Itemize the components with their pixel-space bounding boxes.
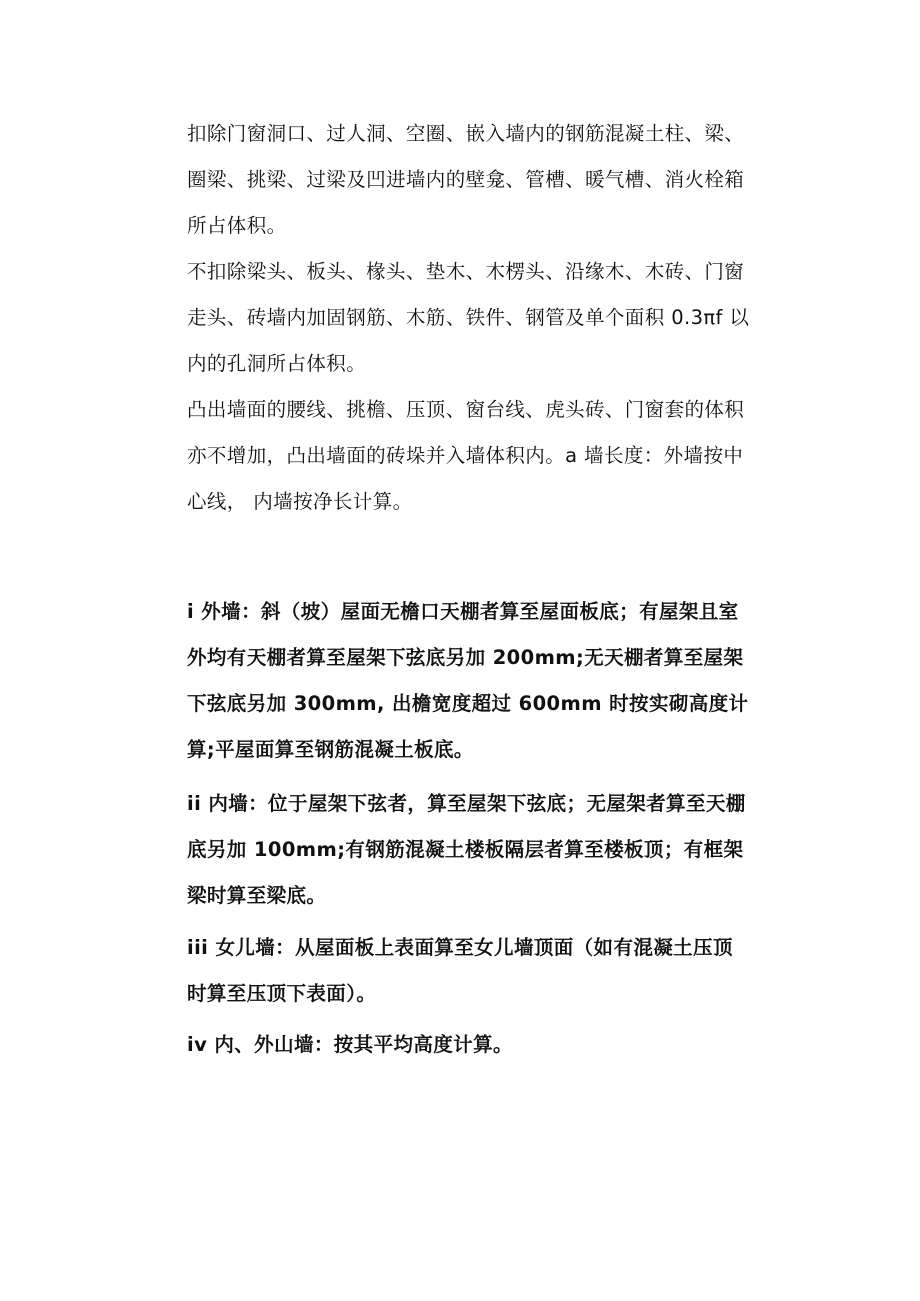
text-line: 时算至压顶下表面）。: [187, 982, 377, 1005]
item-iv-gable-wall: [187, 1022, 797, 1068]
text-line: 外均有天棚者算至屋架下弦底另加 200mm;无天棚者算至屋架: [187, 646, 744, 669]
text-line: iii 女儿墙：从屋面板上表面算至女儿墙顶面（如有混凝土压顶: [187, 936, 733, 959]
text-line: 下弦底另加 300mm, 出檐宽度超过 600mm 时按实砌高度计: [187, 692, 749, 715]
text-line: 圈梁、挑梁、过梁及凹进墙内的壁龛、管槽、暖气槽、消火栓箱: [187, 168, 745, 191]
item-iii-parapet-wall: [187, 925, 797, 1017]
paragraph-protrusions-and-wall-length: [187, 387, 797, 525]
paragraph-non-deductions: [187, 249, 797, 387]
text-line: i 外墙：斜（坡）屋面无檐口天棚者算至屋面板底；有屋架且室: [187, 600, 739, 623]
paragraph-deductions: [187, 111, 797, 249]
text-line: iv 内、外山墙：按其平均高度计算。: [187, 1033, 513, 1056]
text-line: 底另加 100mm;有钢筋混凝土楼板隔层者算至楼板顶；有框架: [187, 838, 744, 861]
text-line: ii 内墙：位于屋架下弦者，算至屋架下弦底；无屋架者算至天棚: [187, 792, 746, 815]
text-line: 心线， 内墙按净长计算。: [187, 490, 413, 513]
text-line: 凸出墙面的腰线、挑檐、压顶、窗台线、虎头砖、门窗套的体积: [187, 398, 745, 421]
text-line: 内的孔洞所占体积。: [187, 352, 367, 375]
item-ii-interior-wall: [187, 781, 797, 919]
text-line: 不扣除梁头、板头、椽头、垫木、木楞头、沿缘木、木砖、门窗: [187, 260, 745, 283]
text-line: 走头、砖墙内加固钢筋、木筋、铁件、钢管及单个面积 0.3πf 以: [187, 306, 750, 329]
item-i-exterior-wall: [187, 589, 797, 773]
text-line: 梁时算至梁底。: [187, 884, 327, 907]
text-line: 算;平屋面算至钢筋混凝土板底。: [187, 738, 474, 761]
text-line: 扣除门窗洞口、过人洞、空圈、嵌入墙内的钢筋混凝土柱、梁、: [187, 122, 745, 145]
text-line: 亦不增加，凸出墙面的砖垛并入墙体积内。a 墙长度：外墙按中: [187, 444, 744, 467]
text-line: 所占体积。: [187, 214, 287, 237]
